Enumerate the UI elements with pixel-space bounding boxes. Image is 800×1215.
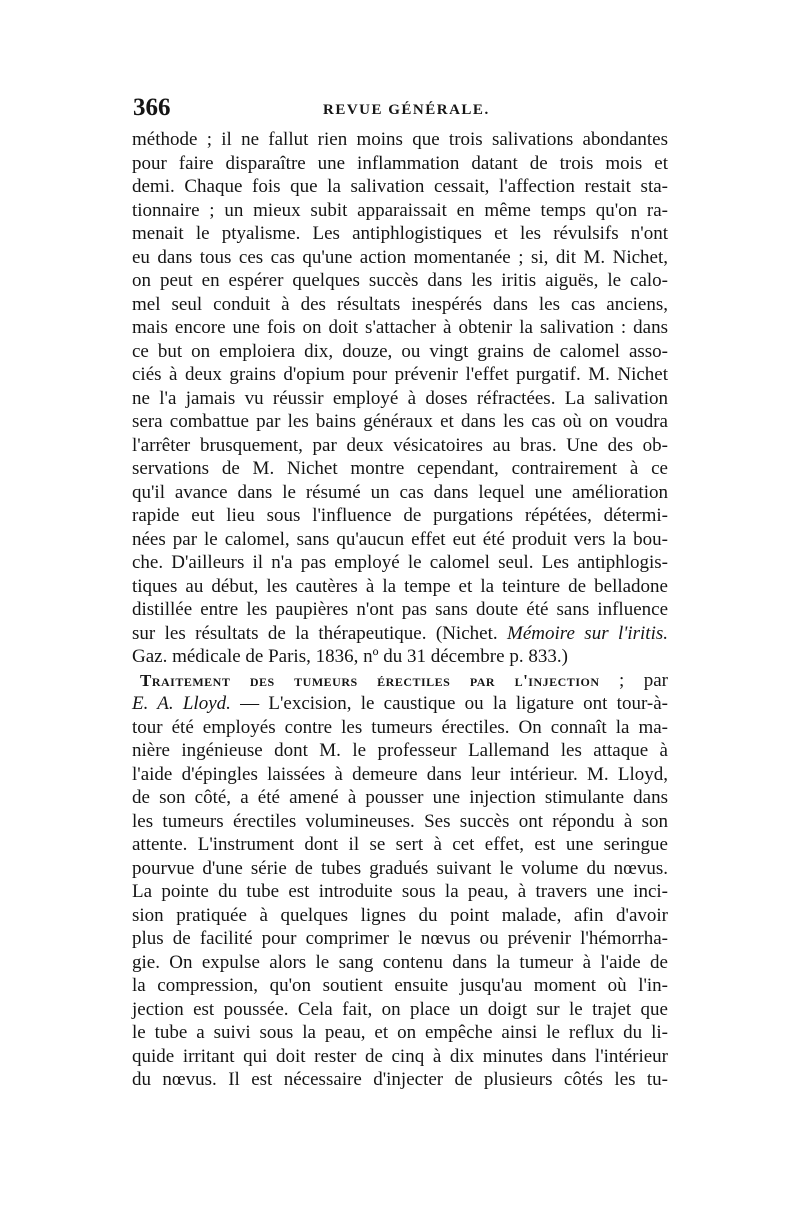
text-line: jection est poussée. Cela fait, on place un doigt sur le trajet que	[132, 998, 668, 1020]
text-line: sera combattue par les bains généraux et dans les cas où on voudra	[132, 411, 668, 432]
author-line-rest: — L'excision, le caustique ou la ligature ont tour-à-	[230, 693, 668, 714]
text-line: on peut en espérer quelques succès dans les iritis aiguës, le calo-	[132, 270, 668, 291]
text-line: la compression, qu'on soutient ensuite jusqu'au moment où l'in-	[132, 975, 668, 996]
body-text	[132, 128, 668, 1092]
text-line: tiques au début, les cautères à la tempe et la teinture de belladone	[132, 575, 668, 597]
text-line: gie. On expulse alors le sang contenu dans la tumeur à l'aide de	[132, 951, 668, 973]
paragraph-2	[132, 716, 668, 1092]
text-line: pourvue d'une série de tubes gradués suivant le volume du nœvus.	[132, 857, 668, 879]
text-line: ne l'a jamais vu réussir employé à doses réfractées. La salivation	[132, 387, 668, 409]
section-heading-line	[132, 669, 668, 693]
text-line: de son côté, a été amené à pousser une injection stimulante dans	[132, 787, 668, 808]
text-line: du nœvus. Il est nécessaire d'injecter de plusieurs côtés les tu-	[132, 1069, 668, 1090]
text-line: quide irritant qui doit rester de cinq à dix minutes dans l'intérieur	[132, 1045, 668, 1067]
text-line: nées par le calomel, sans qu'aucun effet eut été produit vers la bou-	[132, 528, 668, 550]
text-line: l'aide d'épingles laissées à demeure dans leur intérieur. M. Lloyd,	[132, 763, 668, 785]
heading-suffix: ; par	[599, 669, 668, 691]
running-title: REVUE GÉNÉRALE.	[323, 102, 490, 118]
text-line: ce but on emploiera dix, douze, ou vingt grains de calomel asso-	[132, 340, 668, 362]
text-line: pour faire disparaître une inflammation datant de trois mois et	[132, 152, 668, 174]
text-line: menait le ptyalisme. Les antiphlogistiques et les révulsifs n'ont	[132, 223, 668, 244]
citation-text: Gaz. médicale de Paris, 1836, nº du 31 décembre p. 833.)	[132, 646, 568, 667]
text-line: ciés à deux grains d'opium pour prévenir l'effet purgatif. M. Nichet	[132, 364, 668, 385]
text-line: rapide eut lieu sous l'influence de purgations répétées, détermi-	[132, 505, 668, 526]
running-head	[133, 94, 668, 124]
text-line: les tumeurs érectiles volumineuses. Ses succès ont répondu à son	[132, 810, 668, 832]
text-line: distillée entre les paupières n'ont pas sans doute été sans influence	[132, 599, 668, 620]
text-line: che. D'ailleurs il n'a pas employé le calomel seul. Les antiphlogis-	[132, 552, 668, 573]
citation-title: Mémoire sur l'iritis.	[507, 622, 668, 644]
text-line: mais encore une fois on doit s'attacher à obtenir la salivation : dans	[132, 317, 668, 338]
text-line: l'arrêter brusquement, par deux vésicatoires au bras. Une des ob-	[132, 434, 668, 456]
citation-line	[132, 645, 668, 669]
text-line: mel seul conduit à des résultats inespérés dans les cas anciens,	[132, 293, 668, 315]
text-line: servations de M. Nichet montre cependant, contrairement à ce	[132, 458, 668, 479]
text-line: eu dans tous ces cas qu'une action momentanée ; si, dit M. Nichet,	[132, 246, 668, 268]
text-line: sion pratiquée à quelques lignes du point malade, afin d'avoir	[132, 904, 668, 926]
page-number: 366	[133, 94, 171, 121]
text-line: tionnaire ; un mieux subit apparaissait en même temps qu'on ra-	[132, 199, 668, 221]
text-line: méthode ; il ne fallut rien moins que trois salivations abondantes	[132, 129, 668, 150]
author-line	[132, 692, 668, 716]
author-name: E. A. Lloyd.	[132, 693, 231, 714]
text-line: le tube a suivi sous la peau, et on empêche ainsi le reflux du li-	[132, 1022, 668, 1043]
text-line: qu'il avance dans le résumé un cas dans lequel une amélioration	[132, 481, 668, 503]
text-line: tour été employés contre les tumeurs érectiles. On connaît la ma-	[132, 716, 668, 738]
text-line: nière ingénieuse dont M. le professeur Lallemand les attaque à	[132, 740, 668, 761]
paragraph-1	[132, 128, 668, 645]
text-line: plus de facilité pour comprimer le nœvus ou prévenir l'hémorrha-	[132, 928, 668, 949]
text-line: attente. L'instrument dont il se sert à cet effet, est une seringue	[132, 834, 668, 855]
text-line: La pointe du tube est introduite sous la peau, à travers une inci-	[132, 881, 668, 902]
text-line: demi. Chaque fois que la salivation cessait, l'affection restait sta-	[132, 176, 668, 197]
section-heading: Traitement des tumeurs érectiles par l'injection	[140, 670, 600, 690]
text-line: sur les résultats de la thérapeutique. (Nichet. Mémoire sur l'iritis.	[132, 622, 668, 644]
